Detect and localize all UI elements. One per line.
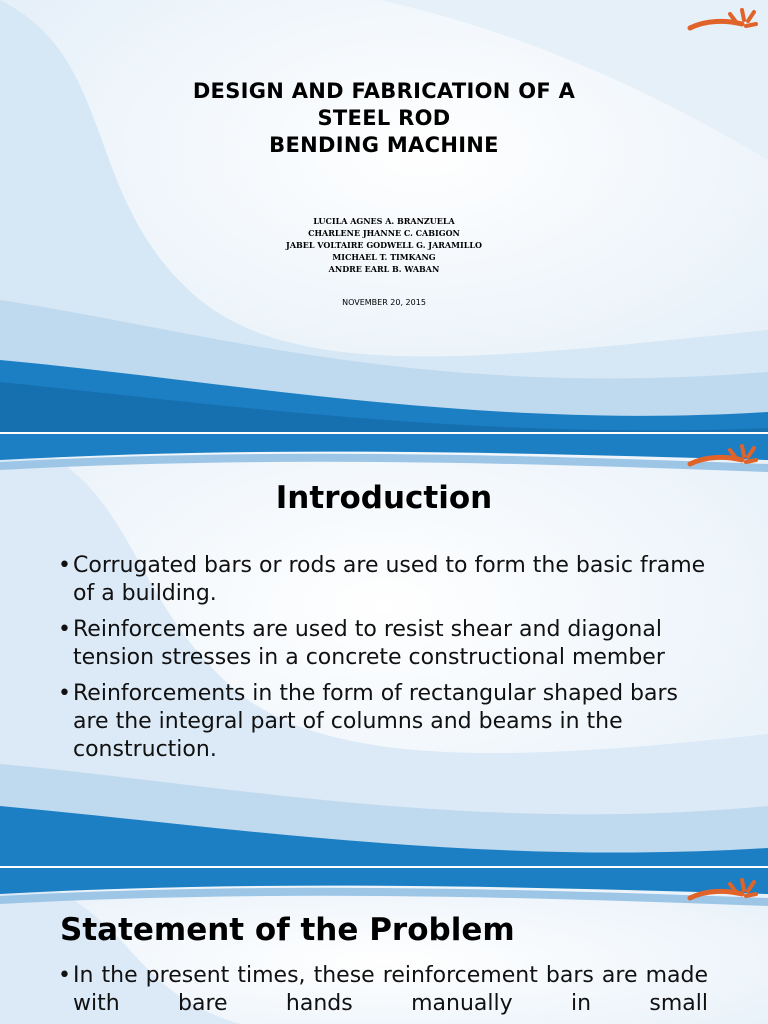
list-item: • Corrugated bars or rods are used to form the basic frame of a building.: [58, 553, 706, 606]
slide-title: Introduction: [275, 480, 493, 516]
logo-mark-icon: [686, 872, 760, 906]
introduction-slide: [0, 434, 768, 866]
list-item: • In the present times, these reinforcement bars are made with bare hands manually in small: [58, 963, 708, 1016]
title-line: STEEL ROD: [317, 106, 451, 130]
bullet-list: [58, 552, 718, 772]
problem-statement-slide: [0, 868, 768, 1024]
logo-mark-icon: [686, 2, 760, 36]
title-slide: [0, 0, 768, 432]
slide-title: [0, 78, 768, 159]
list-item: • Reinforcements in the form of rectangular shaped bars are the integral part of columns and beams in the construction.: [58, 681, 678, 762]
logo-mark-icon: [686, 438, 760, 472]
slide-title: Statement of the Problem: [60, 912, 515, 948]
author-list: [0, 215, 768, 275]
title-line: DESIGN AND FABRICATION OF A: [192, 79, 576, 103]
author-name: CHARLENE JHANNE C. CABIGON: [308, 228, 460, 238]
presentation-date: NOVEMBER 20, 2015: [342, 298, 426, 307]
author-name: ANDRE EARL B. WABAN: [328, 264, 440, 274]
bullet-list: [58, 962, 708, 1018]
author-name: JABEL VOLTAIRE GODWELL G. JARAMILLO: [286, 240, 482, 250]
list-item: • Reinforcements are used to resist shear and diagonal tension stresses in a concrete constructional member: [58, 617, 665, 670]
author-name: LUCILA AGNES A. BRANZUELA: [313, 216, 455, 226]
title-line: BENDING MACHINE: [269, 133, 499, 157]
author-name: MICHAEL T. TIMKANG: [332, 252, 436, 262]
